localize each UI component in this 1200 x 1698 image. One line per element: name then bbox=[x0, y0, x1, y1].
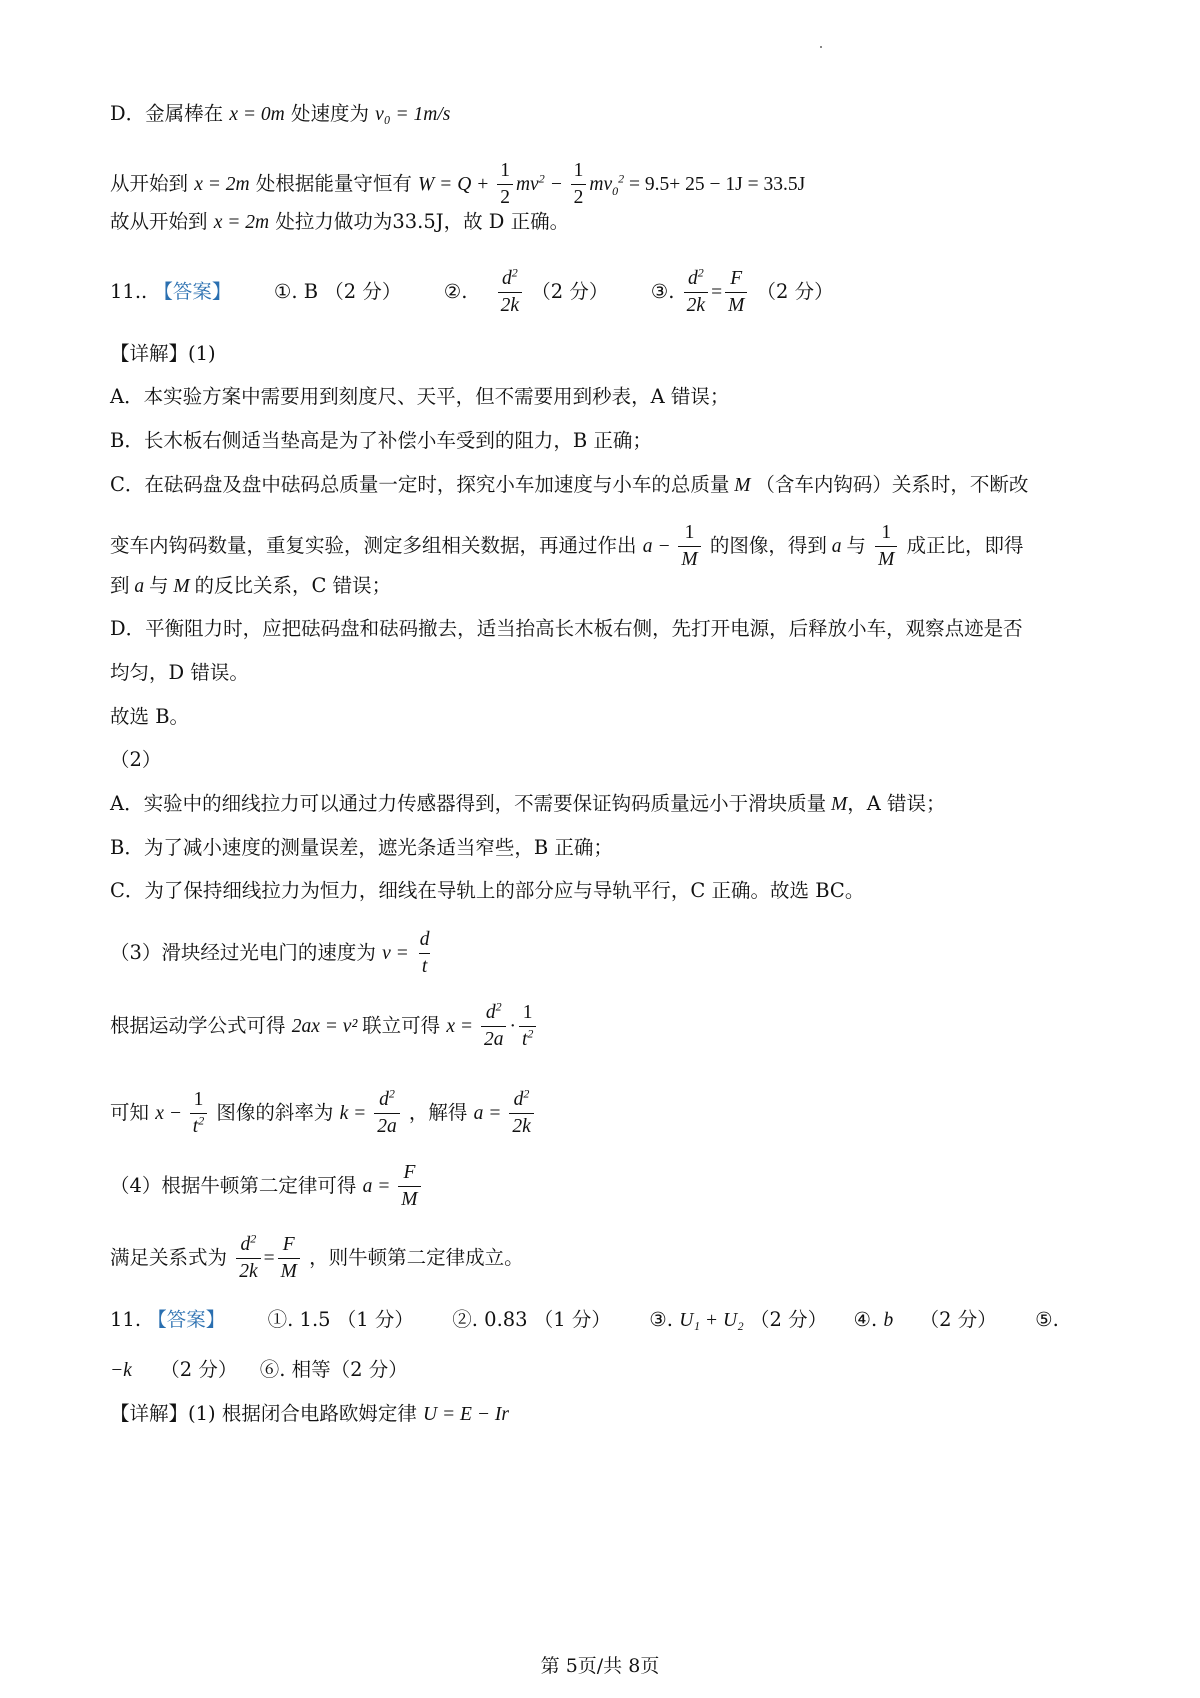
part2-c: C．为了保持细线拉力为恒力，细线在导轨上的部分应与导轨平行，C 正确。故选 BC。 bbox=[110, 879, 865, 902]
part2-b: B．为了减小速度的测量误差，遮光条适当窄些，B 正确； bbox=[110, 836, 613, 859]
option-c-line3: 到 a 与 M 的反比关系，C 错误； bbox=[110, 574, 392, 597]
slope-line: 可知 x − $\frac{1}{t^2}$ 图像的斜率为 k = $\frac{d^2}{2a}$ ，解得 a = $\frac{d^2}{2k}$ bbox=[110, 1087, 537, 1140]
option-d-line2: 均匀，D 错误。 bbox=[110, 661, 249, 684]
answer-line-1: 11.. 【答案】 ①. B （2 分） ②. $\frac{d^2}{2k}$ （2 分） ③. $\frac{d^2}{2k}$ = $\frac{F}{M}$ （2 分） bbox=[110, 266, 834, 319]
detail-heading-1: 【详解】(1) bbox=[110, 342, 216, 365]
v0-math: v₀ = 1m/s bbox=[375, 104, 451, 125]
satisfy-line: 满足关系式为 $\frac{d^2}{2k}$ = $\frac{F}{M}$ ，则牛顿第二定律成立。 bbox=[110, 1232, 524, 1285]
answer-line-2b: −k （2 分） ⑥. 相等（2 分） bbox=[110, 1358, 408, 1381]
choose-b: 故选 B。 bbox=[110, 705, 190, 728]
option-c-line2: 变车内钩码数量，重复实验，测定多组相关数据，再通过作出 a − $\frac{1}{M}$ 的图像，得到 a 与 $\frac{1}{M}$ 成正比，即得 bbox=[110, 520, 1024, 573]
part2-a: A．实验中的细线拉力可以通过力传感器得到，不需要保证钩码质量远小于滑块质量 M，A 错误； bbox=[110, 792, 946, 815]
option-d-line: D．金属棒在 x = 0m 处速度为 v₀ = 1m/s bbox=[110, 102, 451, 125]
part-2-heading: （2） bbox=[110, 748, 162, 771]
answer-tag: 【答案】 bbox=[153, 280, 232, 303]
option-a: A．本实验方案中需要用到刻度尺、天平，但不需要用到秒表，A 错误； bbox=[110, 385, 730, 408]
option-b: B．长木板右侧适当垫高是为了补偿小车受到的阻力，B 正确； bbox=[110, 429, 652, 452]
detail-heading-2: 【详解】(1) 根据闭合电路欧姆定律 U = E − Ir bbox=[110, 1402, 509, 1425]
energy-line: 从开始到 x = 2m 处根据能量守恒有 W = Q + $\frac{1}{2}$ $mv^2$ − $\frac{1}{2}$ $mv_0^2 = 9.5+ 25 - 1J = 33.5J$ bbox=[110, 158, 805, 211]
scan-speck bbox=[820, 46, 822, 48]
option-d-line1: D．平衡阻力时，应把砝码盘和砝码撤去，适当抬高长木板右侧，先打开电源，后释放小车，观察点迹是否 bbox=[110, 617, 1023, 640]
x0-math: x = 0m bbox=[229, 104, 285, 125]
option-c-line1: C．在砝码盘及盘中砝码总质量一定时，探究小车加速度与小车的总质量 M （含车内钩码）关系时，不断改 bbox=[110, 473, 1029, 496]
answer-line-2: 11. 【答案】 ①. 1.5 （1 分） ②. 0.83 （1 分） ③. U₁ + U₂ （2 分） ④. b （2 分） ⑤. bbox=[110, 1308, 1059, 1331]
kinematics-line: 根据运动学公式可得 2ax = v² 联立可得 x = $\frac{d^2}{2a}$ · $\frac{1}{t^2}$ bbox=[110, 1000, 539, 1053]
part3-line: （3）滑块经过光电门的速度为 v = $\frac{d}{t}$ bbox=[110, 927, 435, 980]
page-footer: 第 5页/共 8页 bbox=[540, 1655, 660, 1677]
conclusion-line: 故从开始到 x = 2m 处拉力做功为33.5J，故 D 正确。 bbox=[110, 210, 570, 233]
part4-line: （4）根据牛顿第二定律可得 a = $\frac{F}{M}$ bbox=[110, 1160, 424, 1213]
